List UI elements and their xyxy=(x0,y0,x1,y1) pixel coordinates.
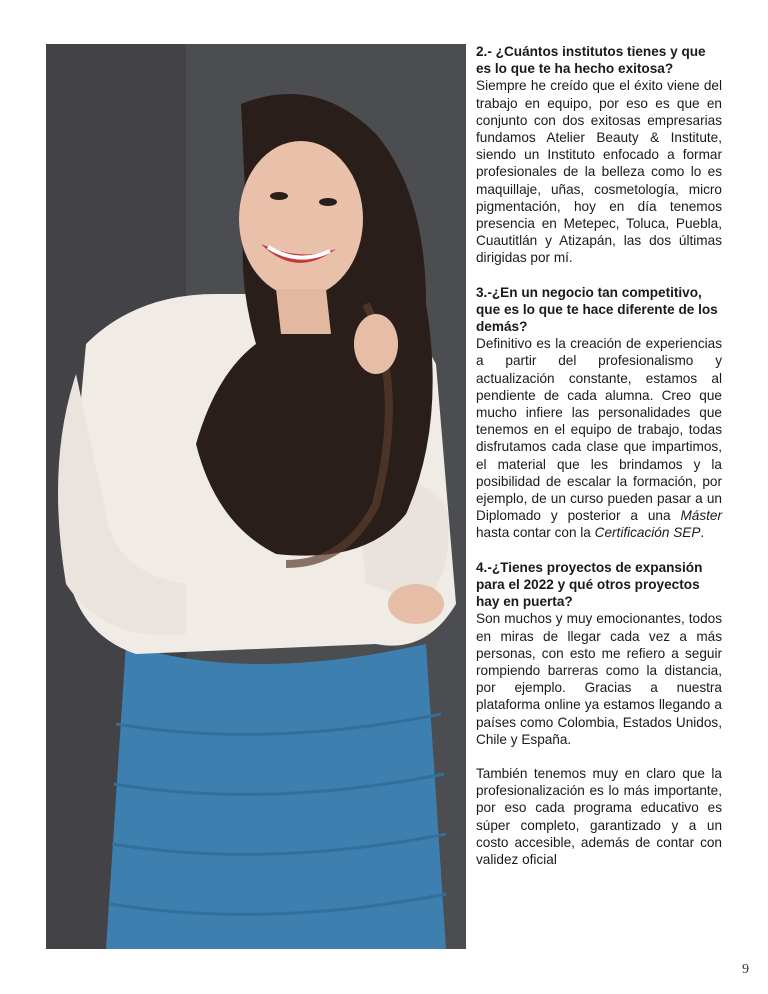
answer-4-continued: También tenemos muy en claro que la profesionalización es lo más importante, por eso cada programa educativo es súper completo, garantizado y a un costo accesible, además de contar con validez oficial xyxy=(476,765,722,867)
interview-section-4-continued xyxy=(476,765,722,868)
answer-3-part-3: . xyxy=(700,525,705,541)
answer-2: Siempre he creído que el éxito viene del trabajo en equipo, por eso es que en conjunto con dos exitosas empresarias fundamos Atelier Beauty & Institute, siendo un Instituto enfocado a formar profesionales de la belleza como lo es maquillaje, uñas, cosmetología, micro pigmentación, hoy en día tenemos presencia en Metepec, Toluca, Puebla, Cuautitlán y Atizapán, las dos últimas dirigidas por mí. xyxy=(476,78,722,266)
answer-3 xyxy=(476,335,722,541)
question-3: 3.-¿En un negocio tan competitivo, que es lo que te hace diferente de los demás? xyxy=(476,284,718,335)
page-number: 9 xyxy=(742,962,749,977)
interview-section-2 xyxy=(476,43,722,267)
answer-3-certificacion: Certificación SEP xyxy=(594,525,701,541)
answer-3-part-1: Definitivo es la creación de experiencias a partir del profesionalismo y actualización constante, estamos al pendiente de cada alumna. Creo que mucho infiere las personalidades que tenemos en el equipo de trabajo, todas disfrutamos cada clase que impartimos, el material que les brindamos y la posibilidad de escalar la formación, por ejemplo, de un curso pueden pasar a un Diplomado y posterior a una xyxy=(476,336,722,524)
interview-section-4 xyxy=(476,559,722,748)
portrait-photo xyxy=(46,44,466,949)
interview-section-3 xyxy=(476,284,722,542)
question-4: 4.-¿Tienes proyectos de expansión para el 2022 y qué otros proyectos hay en puerta? xyxy=(476,559,703,610)
question-2: 2.- ¿Cuántos institutos tienes y que es lo que te ha hecho exitosa? xyxy=(476,44,706,77)
interview-text-column xyxy=(476,43,722,885)
answer-3-master: Máster xyxy=(680,508,722,524)
portrait-illustration xyxy=(46,44,466,949)
answer-4: Son muchos y muy emocionantes, todos en miras de llegar cada vez a más personas, con esto me refiero a seguir rompiendo barreras como la distancia, por ejemplo. Gracias a nuestra plataforma online ya estamos llegando a países como Colombia, Estados Unidos, Chile y España. xyxy=(476,611,722,747)
answer-3-part-2: hasta contar con la xyxy=(476,525,595,541)
